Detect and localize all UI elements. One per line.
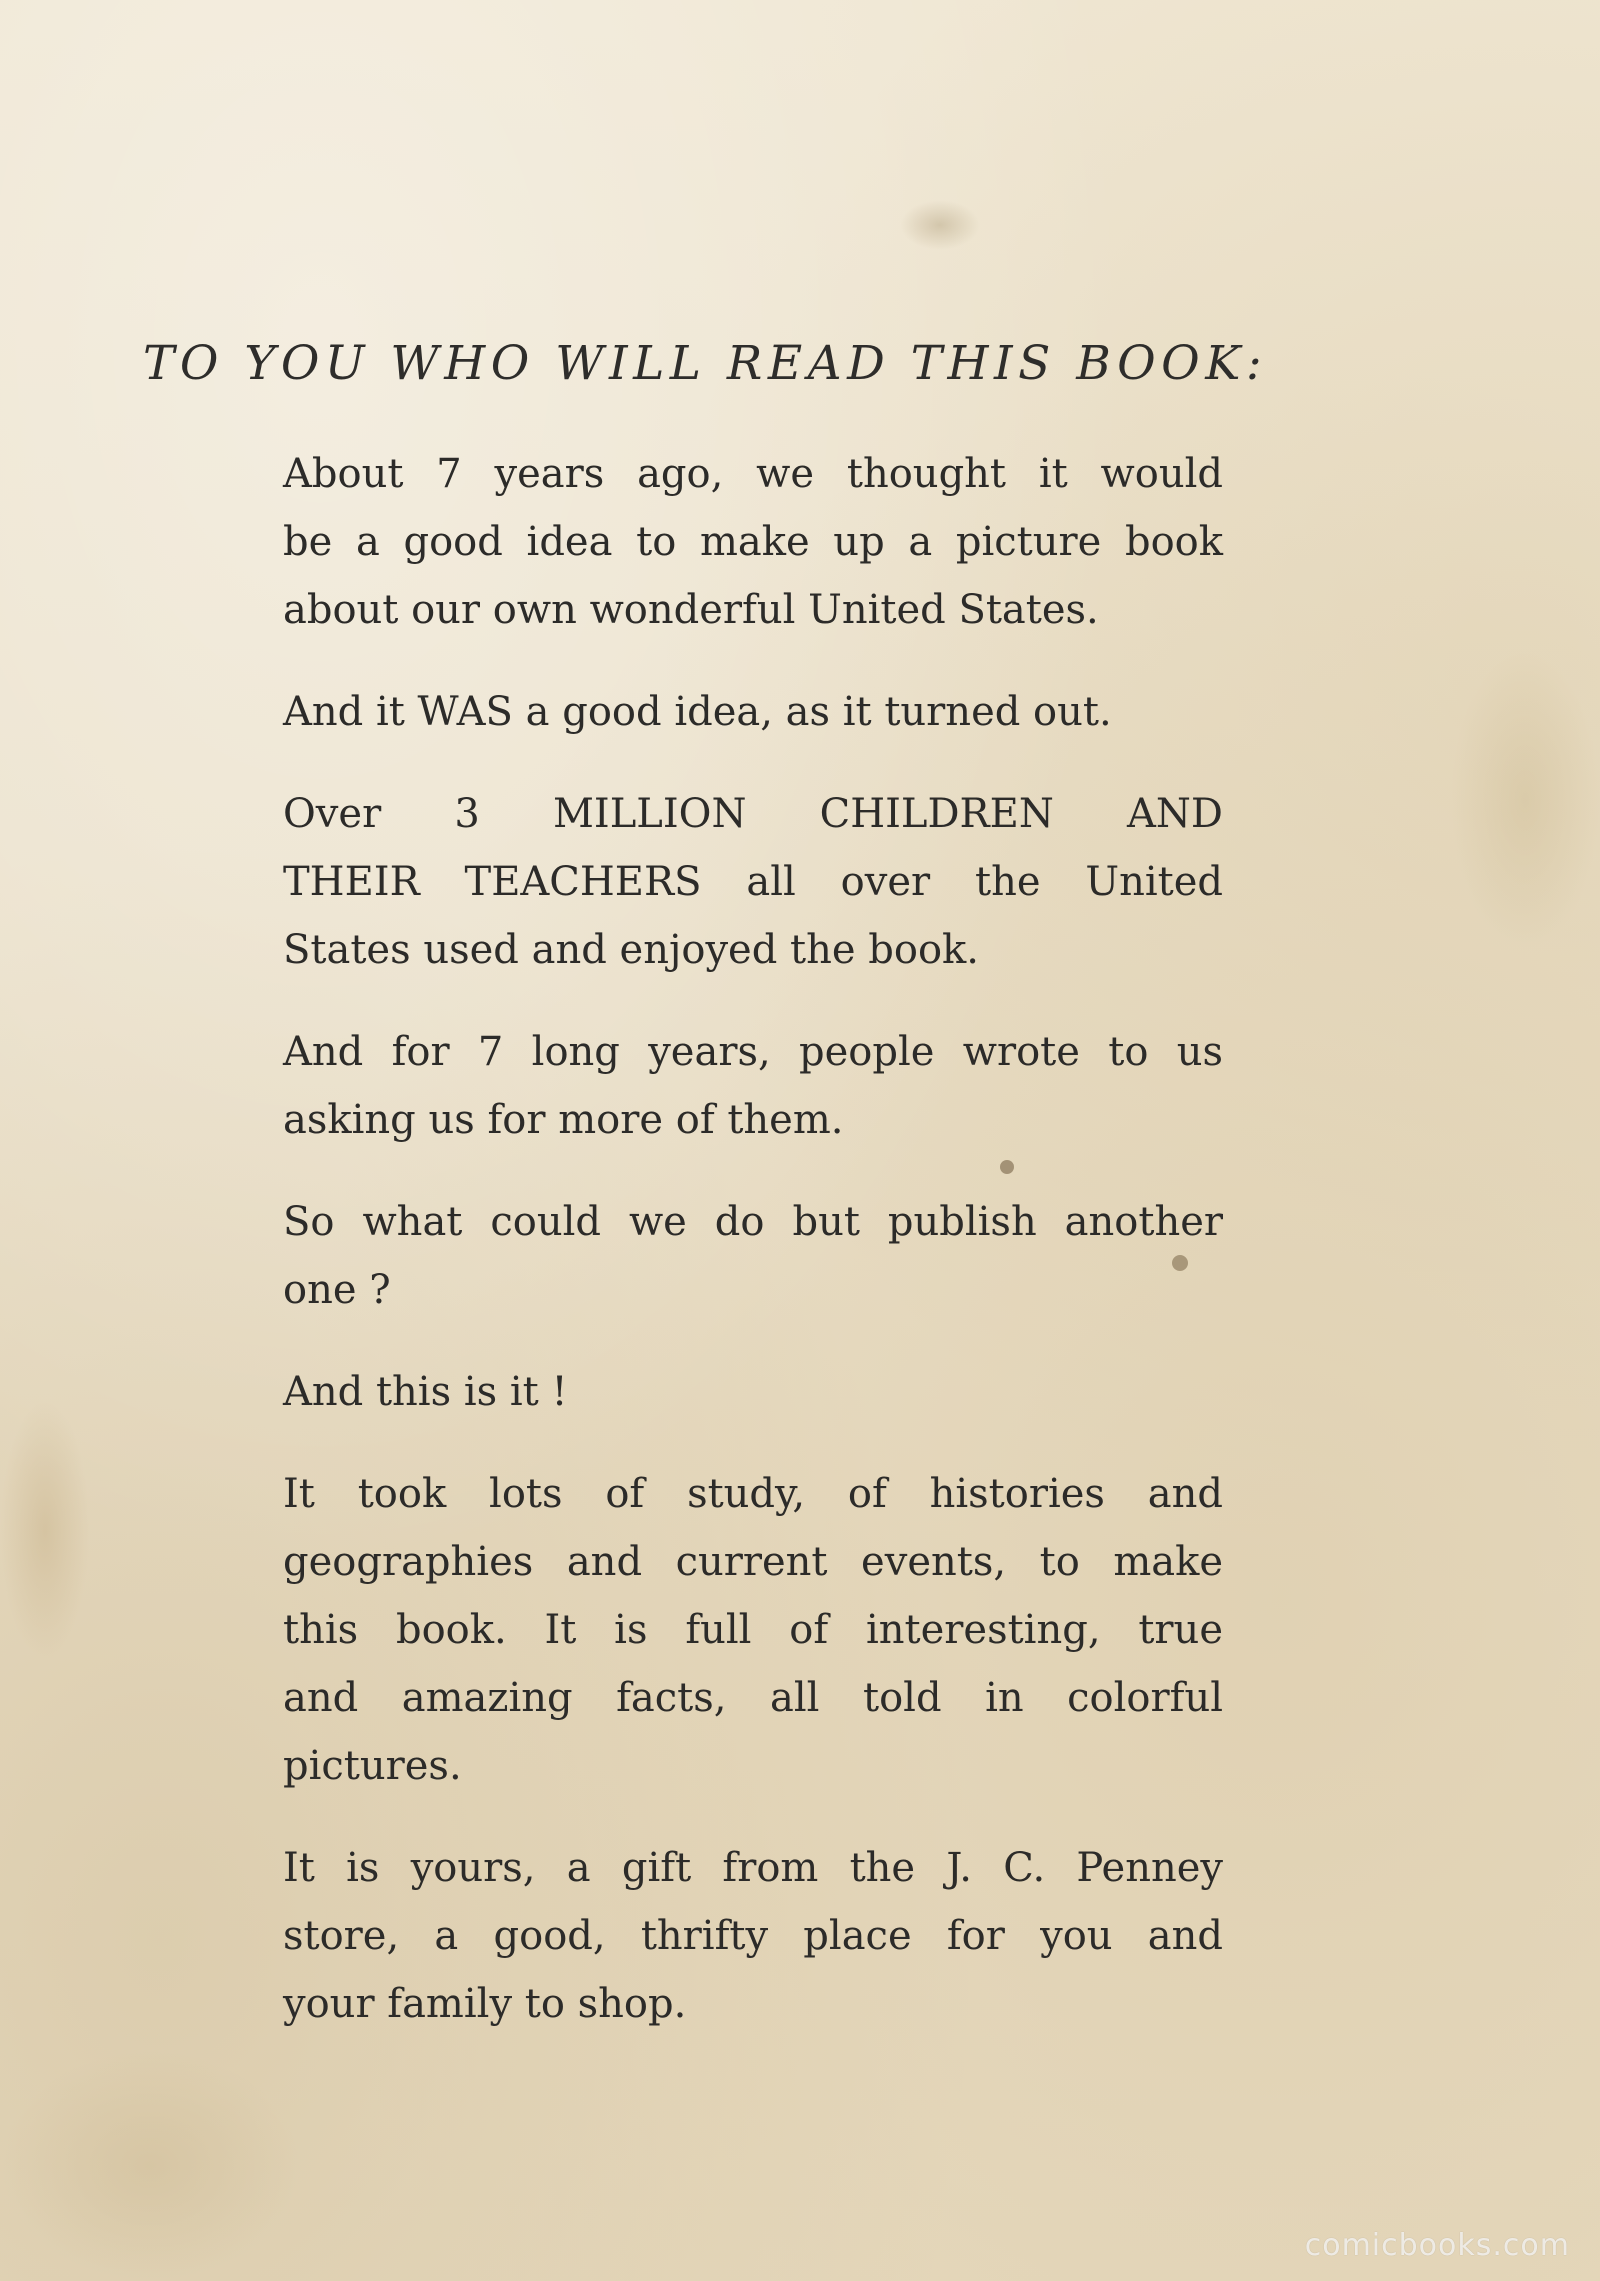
text-line: It is yours, a gift from the J. C. Penney xyxy=(283,1845,1223,1891)
paragraph xyxy=(283,1834,1223,2038)
paper-stain xyxy=(0,2050,300,2281)
text-line: About 7 years ago, we thought it would xyxy=(283,451,1223,497)
text-line: be a good idea to make up a picture book xyxy=(283,519,1223,565)
paper-stain xyxy=(1450,650,1600,950)
paragraph xyxy=(283,1460,1223,1800)
page-heading: TO YOU WHO WILL READ THIS BOOK: xyxy=(143,336,1268,391)
text-line: So what could we do but publish another xyxy=(283,1199,1223,1245)
paper-stain xyxy=(900,200,980,250)
paragraph xyxy=(283,1188,1223,1324)
paragraph xyxy=(283,780,1223,984)
text-line: and amazing facts, all told in colorful xyxy=(283,1675,1223,1721)
text-line: And it WAS a good idea, as it turned out. xyxy=(283,689,1112,735)
watermark: comicbooks.com xyxy=(1304,2228,1570,2263)
text-line: Over 3 MILLION CHILDREN AND xyxy=(283,791,1223,837)
text-line: And for 7 long years, people wrote to us xyxy=(283,1029,1223,1075)
paragraph xyxy=(283,1018,1223,1154)
text-line: one ? xyxy=(283,1267,391,1313)
text-line: THEIR TEACHERS all over the United xyxy=(283,859,1223,905)
paragraph xyxy=(283,678,1223,746)
text-line: States used and enjoyed the book. xyxy=(283,927,979,973)
text-line: geographies and current events, to make xyxy=(283,1539,1223,1585)
text-line: asking us for more of them. xyxy=(283,1097,844,1143)
text-line: this book. It is full of interesting, true xyxy=(283,1607,1223,1653)
text-line: your family to shop. xyxy=(283,1981,687,2027)
text-line: And this is it ! xyxy=(283,1369,568,1415)
text-line: pictures. xyxy=(283,1743,462,1789)
text-line: store, a good, thrifty place for you and xyxy=(283,1913,1223,1959)
paragraph xyxy=(283,440,1223,644)
paragraph xyxy=(283,1358,1223,1426)
text-line: It took lots of study, of histories and xyxy=(283,1471,1223,1517)
paper-stain xyxy=(0,1400,90,1660)
letter-body xyxy=(283,440,1223,2072)
text-line: about our own wonderful United States. xyxy=(283,587,1099,633)
